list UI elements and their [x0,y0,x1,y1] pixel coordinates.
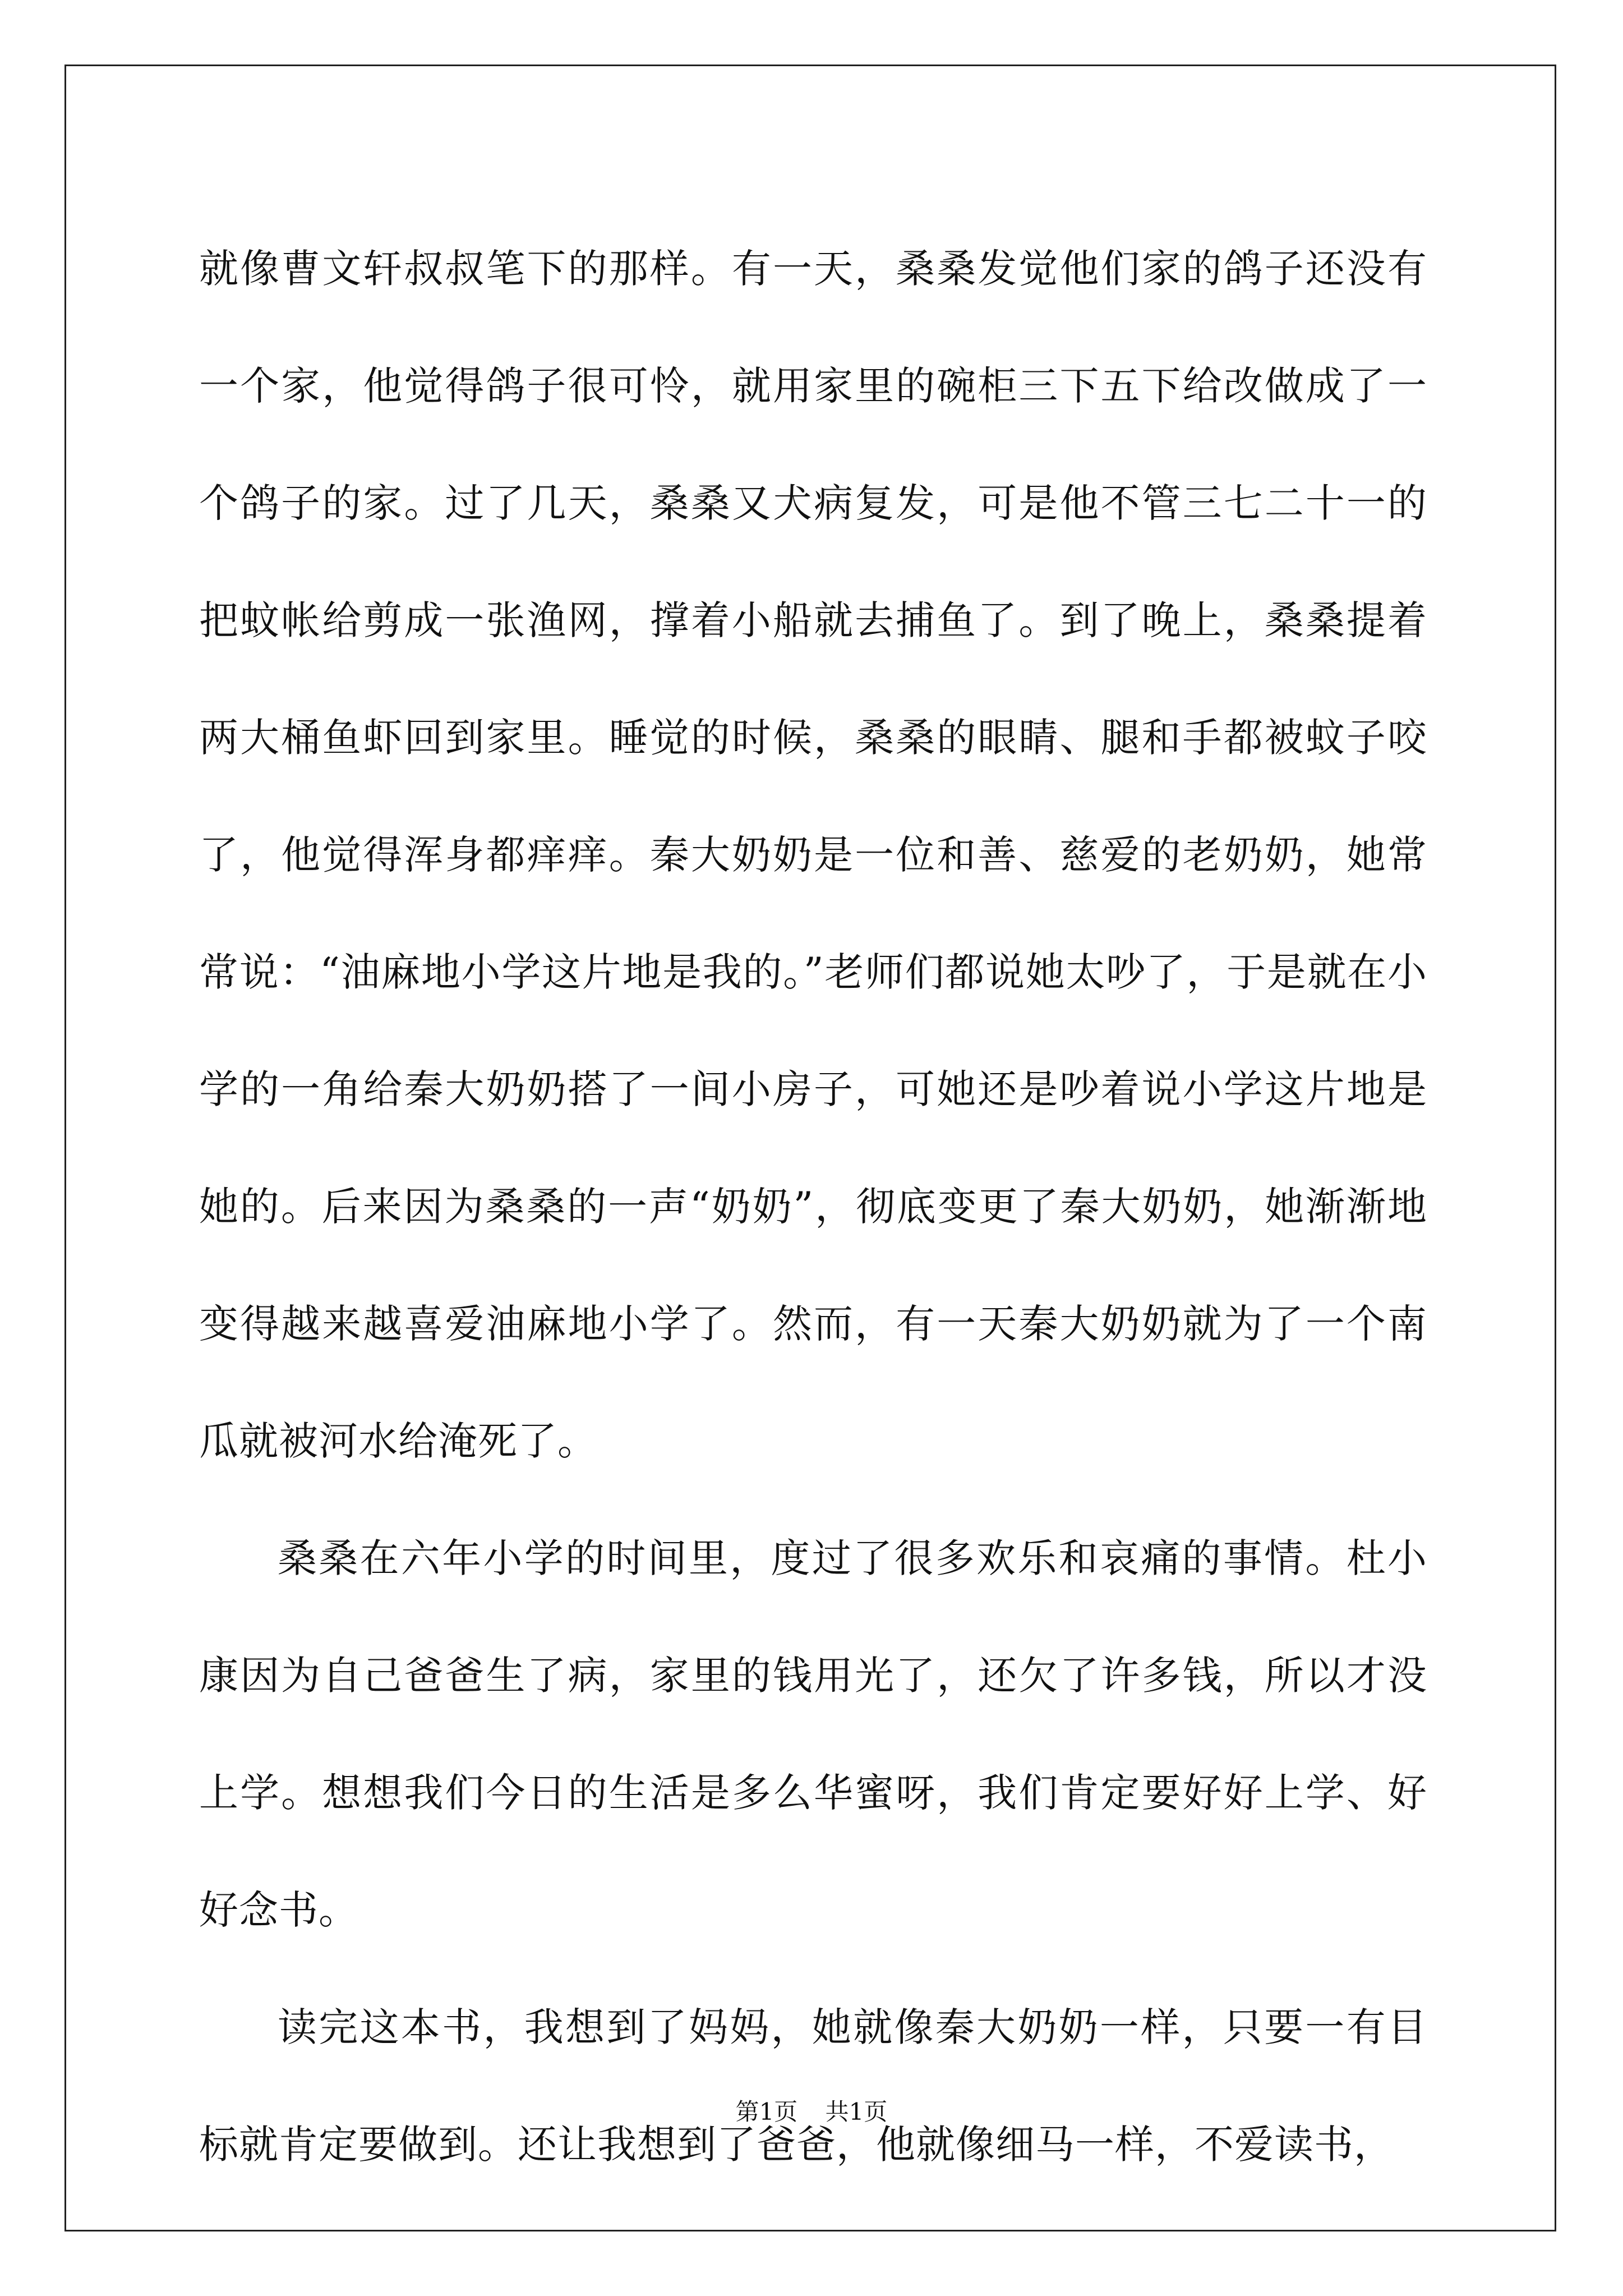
page-total: 共1页 [825,2098,888,2125]
paragraph-2: 桑桑在六年小学的时间里，度过了很多欢乐和哀痛的事情。杜小康因为自己爸爸生了病，家里的钱用光了，还欠了许多钱，所以才没上学。想想我们今日的生活是多么华蜜呀，我们肯定要好好上学、好好念书。 [199,1535,1427,1933]
paragraph-3: 读完这本书，我想到了妈妈，她就像秦大奶奶一样，只要一有目标就肯定要做到。还让我想到了爸爸，他就像细马一样，不爱读书， [199,2004,1427,2168]
document-body [199,210,1427,2203]
paragraph-1: 就像曹文轩叔叔笔下的那样。有一天，桑桑发觉他们家的鸽子还没有一个家，他觉得鸽子很可怜，就用家里的碗柜三下五下给改做成了一个鸽子的家。过了几天，桑桑又犬病复发，可是他不管三七二十一的把蚊帐给剪成一张渔网，撑着小船就去捕鱼了。到了晚上，桑桑提着两大桶鱼虾回到家里。睡觉的时候，桑桑的眼睛、腿和手都被蚊子咬了，他觉得浑身都痒痒。秦大奶奶是一位和善、慈爱的老奶奶，她常常说：“油麻地小学这片地是我的。”老师们都说她太吵了，于是就在小学的一角给秦大奶奶搭了一间小房子，可她还是吵着说小学这片地是她的。后来因为桑桑的一声“奶奶”，彻底变更了秦大奶奶，她渐渐地变得越来越喜爱油麻地小学了。然而，有一天秦大奶奶就为了一个南瓜就被河水给淹死了。 [199,246,1427,1464]
page-footer [0,2095,1623,2129]
page-number: 第1页 [735,2098,798,2125]
